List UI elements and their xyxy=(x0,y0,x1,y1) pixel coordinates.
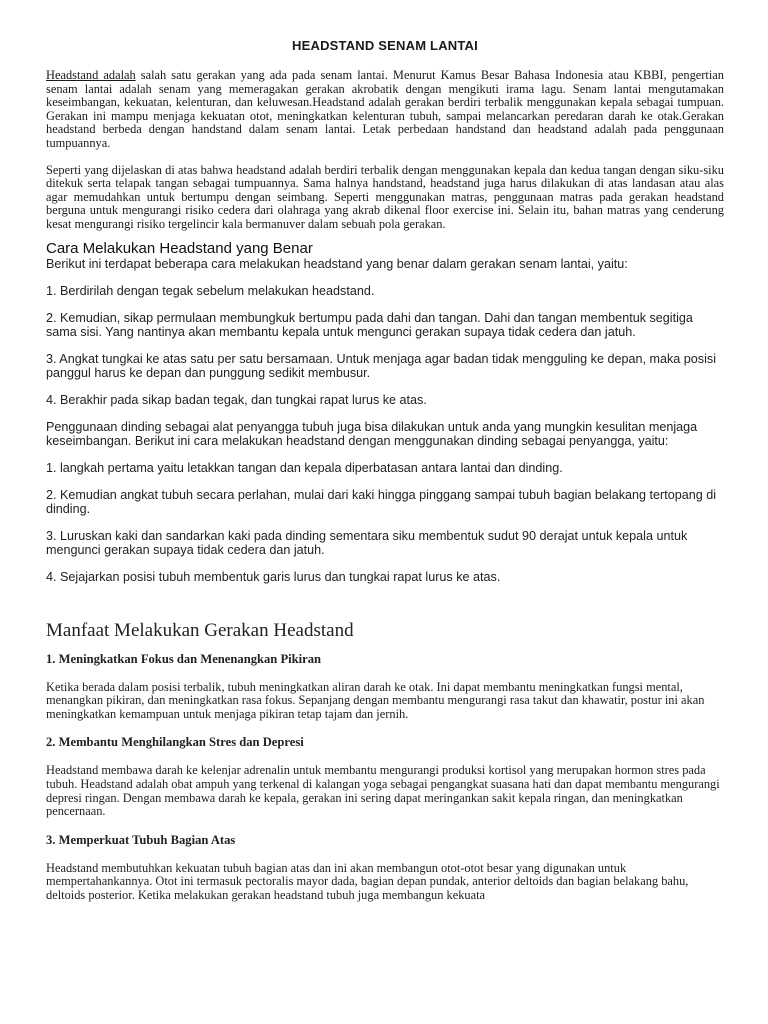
intro-paragraph-2: Seperti yang dijelaskan di atas bahwa headstand adalah berdiri terbalik dengan menggunakan kepala dan kedua tangan dengan siku-siku ditekuk serta telapak tangan sebagai tumpuannya. Sama halnya handstand, headstand juga harus dilakukan di atas landasan atau alas agar memudahkan untuk bertumpu dengan seimbang. Seperti menggunakan matras, penggunaan matras pada gerakan headstand berguna untuk mengurangi risiko cedera dari olahraga yang akrab dikenal floor exercise ini. Selain itu, bahan matras yang cenderung kesat mengurangi risiko tergelincir kala bermanuver dalam sebuah pola gerakan. xyxy=(46,162,724,231)
cara-intro: Berikut ini terdapat beberapa cara melakukan headstand yang benar dalam gerakan senam lantai, yaitu: xyxy=(46,256,628,271)
cara-step: 4. Berakhir pada sikap badan tegak, dan tungkai rapat lurus ke atas. xyxy=(46,392,427,407)
manfaat-item-body: Ketika berada dalam posisi terbalik, tubuh meningkatkan aliran darah ke otak. Ini dapat membantu meningkatkan fungsi mental, menangkan pikiran, dan meningkatkan rasa fokus. Sepanjang dengan membantu mengurangi rasa takut dan khawatir, postur ini akan meningkatkan kemampuan untuk menjaga pikiran tetap tajam dan jernih. xyxy=(46,679,705,721)
manfaat-heading: Manfaat Melakukan Gerakan Headstand xyxy=(46,619,354,641)
cara-step: 2. Kemudian, sikap permulaan membungkuk bertumpu pada dahi dan tangan. Dahi dan tangan membentuk segitiga sama sisi. Yang nantinya akan membantu kepala untuk mengunci gerakan supaya tidak cedera dan jatuh. xyxy=(46,310,693,339)
wall-intro: Penggunaan dinding sebagai alat penyangga tubuh juga bisa dilakukan untuk anda yang mungkin kesulitan menjaga keseimbangan. Berikut ini cara melakukan headstand dengan menggunakan dinding sebagai penyangga, yaitu: xyxy=(46,419,698,448)
manfaat-item-title: 3. Memperkuat Tubuh Bagian Atas xyxy=(46,832,236,847)
wall-step: 1. langkah pertama yaitu letakkan tangan dan kepala diperbatasan antara lantai dan dinding. xyxy=(46,460,563,475)
manfaat-item-body: Headstand membutuhkan kekuatan tubuh bagian atas dan ini akan membangun otot-otot besar yang digunakan untuk mempertahankannya. Otot ini termasuk pectoralis mayor dada, bagian depan pundak, anterior deltoids dan bagian belakang bahu, deltoids posterior. Ketika melakukan gerakan headstand tubuh juga membangun kekuata xyxy=(46,860,689,902)
wall-step: 3. Luruskan kaki dan sandarkan kaki pada dinding sementara siku membentuk sudut 90 derajat untuk kepala untuk mengunci gerakan supaya tidak cedera dan jatuh. xyxy=(46,528,688,557)
cara-step: 3. Angkat tungkai ke atas satu per satu bersamaan. Untuk menjaga agar badan tidak mengguling ke depan, maka posisi panggul harus ke depan dan punggung sedikit membusur. xyxy=(46,351,716,380)
manfaat-item-title: 2. Membantu Menghilangkan Stres dan Depresi xyxy=(46,735,304,750)
intro-paragraph-1-text: salah satu gerakan yang ada pada senam lantai. Menurut Kamus Besar Bahasa Indonesia atau KBBI, pengertian senam lantai adalah senam yang memeragakan gerakan akrobatik dengan mengikuti irama lagu. Senam lantai mengutamakan keseimbangan, kekuatan, kelenturan, dan keluwesan.Headstand adalah gerakan berdiri terbalik menggunakan kepala sebagai tumpuan. Gerakan ini mampu menjaga kekuatan otot, meningkatkan kelenturan tubuh, sampai melancarkan peredaran darah ke otak.Gerakan headstand berbeda dengan handstand dalam senam lantai. Letak perbedaan handstand dan headstand adalah pada penggunaan tumpuannya. xyxy=(46,68,724,150)
wall-step: 2. Kemudian angkat tubuh secara perlahan, mulai dari kaki hingga pinggang sampai tubuh bagian belakang tertopang di dinding. xyxy=(46,487,717,516)
manfaat-item-title: 1. Meningkatkan Fokus dan Menenangkan Pikiran xyxy=(46,651,322,666)
page-title: HEADSTAND SENAM LANTAI xyxy=(292,38,478,53)
intro-paragraph-1 xyxy=(46,69,724,151)
headstand-link[interactable]: Headstand adalah xyxy=(46,68,136,82)
wall-step: 4. Sejajarkan posisi tubuh membentuk garis lurus dan tungkai rapat lurus ke atas. xyxy=(46,569,501,584)
manfaat-item-body: Headstand membawa darah ke kelenjar adrenalin untuk membantu mengurangi produksi kortisol yang merupakan hormon stres pada tubuh. Headstand adalah obat ampuh yang terkenal di kalangan yoga sebagai pengangkat suasana hati dan dapat membantu mengurangi depresi ringan. Dengan membawa darah ke kepala, gerakan ini sering dapat meringankan sakit kepala ringan, dan meningkatkan pencernaan. xyxy=(46,763,720,819)
cara-heading: Cara Melakukan Headstand yang Benar xyxy=(46,239,313,257)
cara-step: 1. Berdirilah dengan tegak sebelum melakukan headstand. xyxy=(46,283,375,298)
document-page xyxy=(46,38,724,916)
